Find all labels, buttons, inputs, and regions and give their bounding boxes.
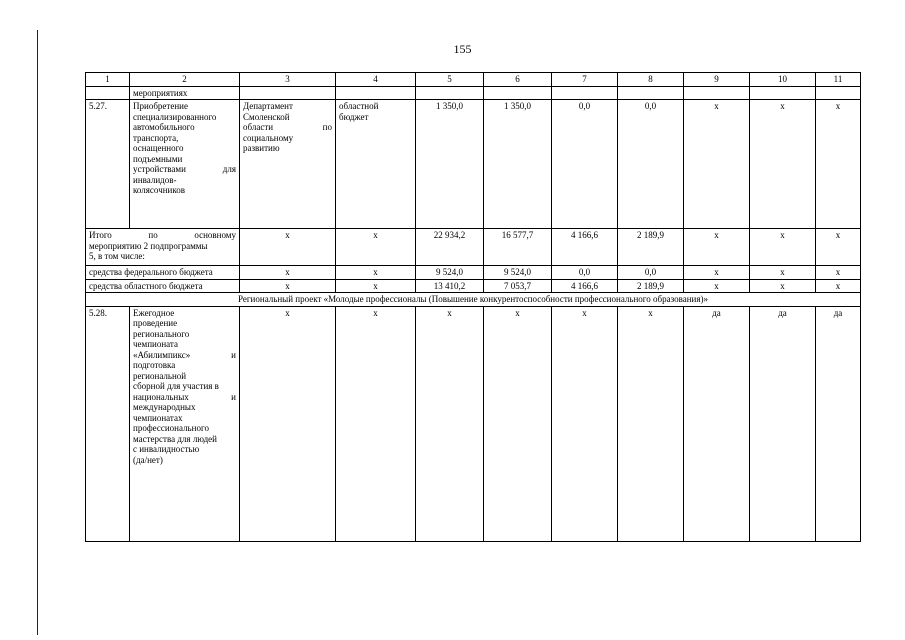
value-col3: х <box>240 266 336 280</box>
value-col5: 9 524,0 <box>416 266 484 280</box>
value-col4: х <box>336 306 416 541</box>
col-header-3: 3 <box>240 73 336 87</box>
value-col8: х <box>618 306 684 541</box>
value-col11: х <box>816 100 861 229</box>
value-col3: х <box>240 229 336 266</box>
section-header-row <box>86 293 861 307</box>
value-col6: 16 577,7 <box>484 229 552 266</box>
regional-label: средства областного бюджета <box>86 279 240 293</box>
value-col5: 13 410,2 <box>416 279 484 293</box>
row-number: 5.28. <box>86 306 130 541</box>
table-row-regional <box>86 279 861 293</box>
value-col8: 0,0 <box>618 266 684 280</box>
table-row-federal <box>86 266 861 280</box>
col-header-7: 7 <box>552 73 618 87</box>
value-col4: х <box>336 266 416 280</box>
value-col10: х <box>750 279 816 293</box>
value-col3: х <box>240 306 336 541</box>
value-col10: х <box>750 229 816 266</box>
left-margin-line <box>37 30 38 635</box>
value-col4: х <box>336 279 416 293</box>
value-col11: х <box>816 279 861 293</box>
value-col7: 0,0 <box>552 100 618 229</box>
activity-name: Ежегодное проведение регионального чемпионата «Абилимпикс» и подготовка региональной сборной для участия в национальных и международных чемпионатах профессионального мастерства для людей с инвалидностью (да/нет) <box>130 306 240 541</box>
value-col9: х <box>684 279 750 293</box>
value-col11: х <box>816 266 861 280</box>
value-col8: 0,0 <box>618 100 684 229</box>
column-number-row <box>86 73 861 87</box>
value-col8: 2 189,9 <box>618 279 684 293</box>
value-col10: х <box>750 266 816 280</box>
table-row-5-27 <box>86 100 861 229</box>
continuation-text: мероприятиях <box>130 86 240 100</box>
value-col4: х <box>336 229 416 266</box>
col-header-10: 10 <box>750 73 816 87</box>
value-col9: х <box>684 229 750 266</box>
activity-name: Приобретение специализированного автомобильного транспорта, оснащенного подъемными устройствами для инвалидов- колясочников <box>130 100 240 229</box>
value-col6: 1 350,0 <box>484 100 552 229</box>
table-row-total <box>86 229 861 266</box>
col-header-6: 6 <box>484 73 552 87</box>
value-col9: да <box>684 306 750 541</box>
value-col9: х <box>684 266 750 280</box>
value-col11: х <box>816 229 861 266</box>
executor: Департамент Смоленской области по социальному развитию <box>240 100 336 229</box>
value-col6: 9 524,0 <box>484 266 552 280</box>
col-header-11: 11 <box>816 73 861 87</box>
col-header-1: 1 <box>86 73 130 87</box>
value-col7: х <box>552 306 618 541</box>
total-label: Итого по основному мероприятию 2 подпрограммы 5, в том числе: <box>86 229 240 266</box>
col-header-2: 2 <box>130 73 240 87</box>
funding-source: областной бюджет <box>336 100 416 229</box>
page-number: 155 <box>453 42 472 56</box>
section-title: Региональный проект «Молодые профессионалы (Повышение конкурентоспособности профессионального образования)» <box>86 293 861 307</box>
table-row-5-28 <box>86 306 861 541</box>
row-number: 5.27. <box>86 100 130 229</box>
value-col10: да <box>750 306 816 541</box>
value-col9: х <box>684 100 750 229</box>
value-col8: 2 189,9 <box>618 229 684 266</box>
value-col5: 1 350,0 <box>416 100 484 229</box>
col-header-8: 8 <box>618 73 684 87</box>
col-header-9: 9 <box>684 73 750 87</box>
value-col5: х <box>416 306 484 541</box>
value-col6: х <box>484 306 552 541</box>
value-col10: х <box>750 100 816 229</box>
value-col6: 7 053,7 <box>484 279 552 293</box>
value-col7: 4 166,6 <box>552 279 618 293</box>
value-col3: х <box>240 279 336 293</box>
value-col7: 4 166,6 <box>552 229 618 266</box>
value-col11: да <box>816 306 861 541</box>
value-col5: 22 934,2 <box>416 229 484 266</box>
col-header-5: 5 <box>416 73 484 87</box>
federal-label: средства федерального бюджета <box>86 266 240 280</box>
budget-table <box>85 72 861 542</box>
continuation-row <box>86 86 861 100</box>
value-col7: 0,0 <box>552 266 618 280</box>
col-header-4: 4 <box>336 73 416 87</box>
